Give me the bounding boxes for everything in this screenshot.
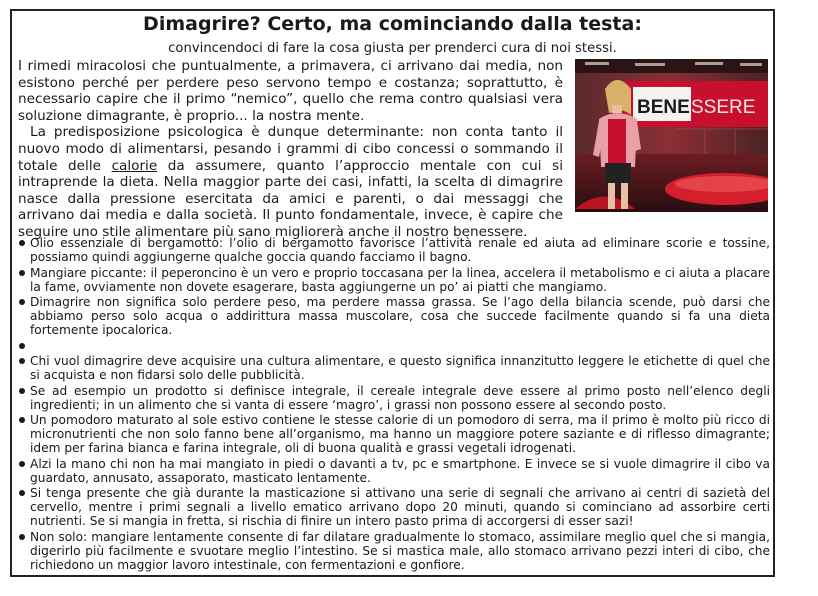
list-item-text: Dimagrire non significa solo perdere peso, ma perdere massa grassa. Se l’ago della bilancia scende, può darsi che abbiamo perso solo acqua o addirittura massa muscolare, cosa che succede facilmente quando si fa una dieta fortemente ipocalorica. [30, 295, 770, 337]
bullet-icon [19, 358, 25, 364]
list-item [18, 236, 770, 264]
tips-list [18, 236, 770, 573]
list-item [18, 384, 770, 412]
bullet-icon [19, 417, 25, 423]
list-item-text: Un pomodoro maturato al sole estivo contiene le stesse calorie di un pomodoro di serra, ma il primo è molto più ricco di micronutrienti che non solo fanno bene all’organismo, ma hanno un maggiore potere saziante e di riflesso dimagrante; idem per farina bianca e farina integrale, oli di buona qualità e grassi vegetali idrogenati. [30, 413, 770, 455]
calorie-link[interactable]: calorie [111, 157, 158, 174]
para2-text-a: La predisposizione psicologica è dunque determinante: non conta tanto il nuovo modo di alimentarsi, pesando i grammi di cibo concessi o sommando il totale delle [18, 124, 563, 174]
list-item-empty [18, 339, 770, 353]
sign-text-b: SSERE [691, 97, 756, 118]
list-item [18, 266, 770, 294]
bullet-icon [19, 461, 25, 467]
bullet-icon [19, 270, 25, 276]
list-item-text: Alzi la mano chi non ha mai mangiato in piedi o davanti a tv, pc e smartphone. E invece se si vuole dimagrire il cibo va guardato, annusato, assaporato, masticato lentamente. [30, 456, 770, 485]
article-lead [18, 58, 768, 241]
bullet-icon [19, 534, 25, 540]
list-item-text: Non solo: mangiare lentamente consente di far dilatare gradualmente lo stomaco, assimilare meglio quel che si mangia, digerirlo più facilmente e svuotare meglio l’intestino. Se si mastica male, allo stomaco arrivano pezzi interi di cibo, che richiedono un maggior lavoro intestinale, con fermentazioni e gonfiore. [30, 529, 770, 572]
article-title: Dimagrire? Certo, ma cominciando dalla testa: [143, 13, 642, 35]
bullet-icon [19, 490, 25, 496]
article-subtitle: convincendoci di fare la cosa giusta per prenderci cura di noi stessi. [168, 41, 617, 56]
para2-text-b: da assumere, quanto l’approccio mentale con cui si intraprende la dieta. Nella maggior parte dei casi, infatti, la scelta di dimagrire nasce dalla pressione esercitata da amici e parenti, o dai messaggi che arrivano dai media e dalla società. Il punto fondamentale, invece, è capire che seguire uno stile alimentare più sano migliorerà anche il nostro benessere. [18, 157, 563, 240]
bullet-icon [19, 240, 25, 246]
list-item-text: Se ad esempio un prodotto si definisce integrale, il cereale integrale deve essere al primo posto nell’elenco degli ingredienti; in un alimento che si vanta di essere ‘magro’, i grassi non possono essere al secondo posto. [30, 383, 770, 412]
list-item-text: Mangiare piccante: il peperoncino è un vero e proprio toccasana per la linea, accelera il metabolismo e ci aiuta a placare la fame, ovviamente non dovete esagerare, basta aggiungerne un po’ ai piatti che mangiamo. [30, 265, 770, 294]
list-item [18, 413, 770, 455]
bullet-icon [19, 299, 25, 305]
sign-text-a: BENE [637, 97, 690, 118]
lead-paragraph-1: I rimedi miracolosi che puntualmente, a primavera, ci arrivano dai media, non esistono perché per perdere peso servono tempo e costanza; soprattutto, è necessario capire che il primo “nemico”, quello che rema contro qualsiasi vera soluzione dimagrante, è proprio... la nostra mente. [18, 58, 563, 124]
list-item [18, 457, 770, 485]
list-item-text: Si tenga presente che già durante la masticazione si attivano una serie di segnali che arrivano ai centri di sazietà del cervello, mentre i primi segnali a livello ematico arrivano dopo 20 minuti, quando si cominciano ad assorbire certi nutrienti. Se si mangia in fretta, si rischia di finire un intero pasto prima di accorgersi di esser sazi! [30, 486, 770, 528]
tv-studio-photo [575, 59, 768, 212]
list-item [18, 295, 770, 337]
list-item [18, 486, 770, 528]
bullet-icon [19, 343, 25, 349]
bullet-icon [19, 388, 25, 394]
list-item-text: Chi vuol dimagrire deve acquisire una cultura alimentare, e questo significa innanzitutto leggere le etichette di quel che si acquista e non fidarsi solo delle pubblicità. [30, 354, 770, 382]
list-item [18, 354, 770, 382]
list-item [18, 530, 770, 572]
list-item-text: Olio essenziale di bergamotto: l’olio di bergamotto favorisce l’attività renale ed aiuta ad eliminare scorie e tossine, possiamo quindi aggiungerne qualche goccia quando facciamo il bagno. [30, 236, 770, 264]
